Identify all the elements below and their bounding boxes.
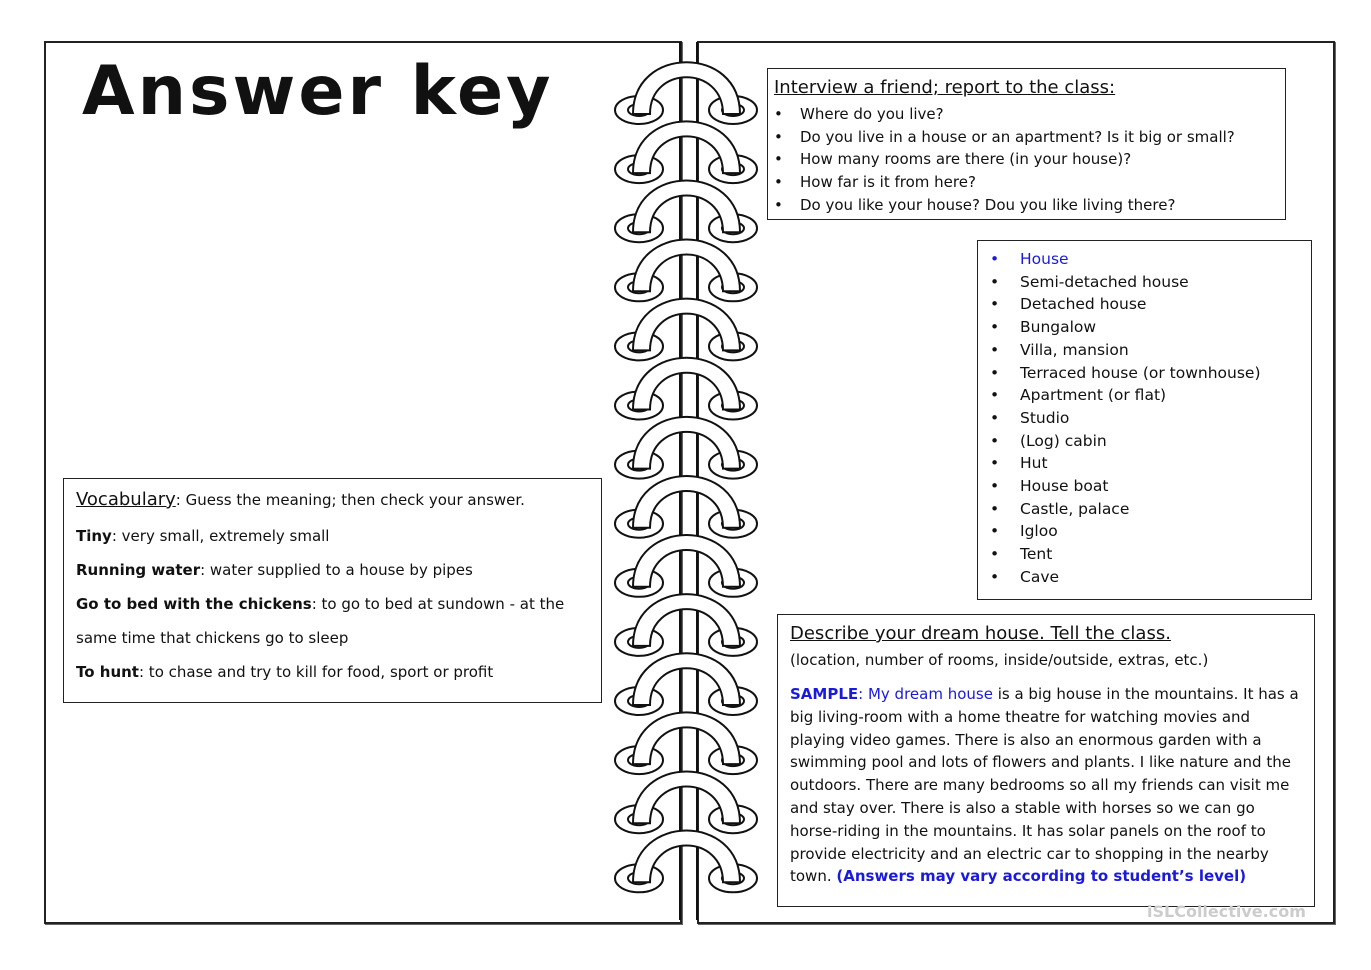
binding-ring	[615, 299, 757, 361]
interview-question: • How many rooms are there (in your house)?	[770, 148, 1280, 171]
interview-question: • Do you like your house? Dou you like living there?	[770, 194, 1280, 217]
house-type-item: • Apartment (or flat)	[978, 384, 1308, 407]
house-type-item: • Terraced house (or townhouse)	[978, 362, 1308, 385]
vocabulary-definition: : to chase and try to kill for food, sport or profit	[138, 663, 494, 681]
binding-ring	[615, 476, 757, 538]
vocabulary-item	[76, 527, 329, 545]
vocabulary-box	[63, 478, 602, 703]
house-type-item: • Cave	[978, 566, 1308, 589]
vocabulary-item	[76, 595, 564, 613]
interview-heading: Interview a friend; report to the class:	[774, 77, 1116, 98]
binding-ring	[615, 594, 757, 656]
sample-label: SAMPLE	[790, 685, 859, 703]
dream-subheading: (location, number of rooms, inside/outside, extras, etc.)	[790, 651, 1209, 669]
house-type-item: • Bungalow	[978, 316, 1308, 339]
answers-note: (Answers may vary according to student’s level)	[836, 867, 1247, 886]
dream-heading: Describe your dream house. Tell the class.	[790, 623, 1171, 644]
binding-ring	[615, 831, 757, 893]
house-type-item: • Igloo	[978, 520, 1308, 543]
vocabulary-definition: same time that chickens go to sleep	[76, 629, 349, 647]
house-type-item: • House	[978, 248, 1308, 271]
sample-title: : My dream house	[858, 685, 993, 703]
dream-house-box	[777, 614, 1315, 907]
vocabulary-term: To hunt	[76, 663, 139, 681]
page-title: Answer key	[82, 52, 554, 131]
binding-ring	[615, 535, 757, 597]
vocabulary-heading: Vocabulary	[76, 489, 176, 510]
binding-ring	[615, 121, 757, 183]
binding-ring	[615, 358, 757, 420]
vocabulary-instruction: : Guess the meaning; then check your answer.	[175, 491, 525, 509]
house-type-item: • Tent	[978, 543, 1308, 566]
house-type-item: • House boat	[978, 475, 1308, 498]
vocabulary-definition: : very small, extremely small	[111, 527, 330, 545]
binding-ring	[615, 771, 757, 833]
vocabulary-item	[76, 663, 493, 681]
house-type-item: • Villa, mansion	[978, 339, 1308, 362]
vocabulary-term: Tiny	[76, 527, 112, 545]
binding-ring	[615, 180, 757, 242]
interview-question: • Do you live in a house or an apartment? Is it big or small?	[770, 126, 1280, 149]
watermark: iSLCollective.com	[1147, 902, 1306, 921]
vocabulary-item	[76, 561, 473, 579]
vocabulary-definition: : water supplied to a house by pipes	[200, 561, 473, 579]
binding-ring	[615, 712, 757, 774]
house-type-item: • (Log) cabin	[978, 430, 1308, 453]
binding-ring	[615, 653, 757, 715]
binding-ring	[615, 417, 757, 479]
house-type-item: • Hut	[978, 452, 1308, 475]
binding-ring	[615, 62, 757, 124]
vocabulary-term: Go to bed with the chickens	[76, 595, 312, 613]
vocabulary-term: Running water	[76, 561, 201, 579]
house-type-item: • Semi-detached house	[978, 271, 1308, 294]
binding-ring	[615, 240, 757, 302]
interview-question: • How far is it from here?	[770, 171, 1280, 194]
house-type-item: • Studio	[978, 407, 1308, 430]
interview-box	[767, 68, 1286, 220]
vocabulary-definition: : to go to bed at sundown - at the	[311, 595, 565, 613]
house-types-box	[977, 240, 1312, 600]
interview-question: • Where do you live?	[770, 103, 1280, 126]
house-type-item: • Detached house	[978, 293, 1308, 316]
house-type-item: • Castle, palace	[978, 498, 1308, 521]
vocabulary-item	[76, 629, 348, 647]
dream-sample	[790, 683, 1305, 888]
sample-text: is a big house in the mountains. It has a big living-room with a home theatre for watching movies and playing video games. There is also an enormous garden with a swimming pool and lots of flowers and plants. I like nature and the outdoors. There are many bedrooms so all my friends can visit me and stay over. There is also a stable with horses so we can go horse-riding in the mountains. It has solar panels on the roof to provide electricity and an electric car to shopping in the nearby town.	[790, 685, 1299, 886]
